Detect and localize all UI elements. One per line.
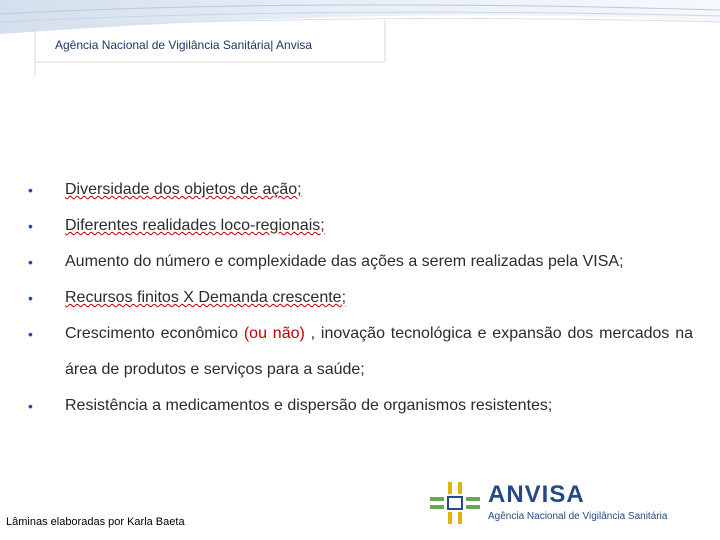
bullet-text-start: Crescimento econômico — [65, 325, 244, 342]
bullet-text: Recursos finitos X Demanda crescente; — [65, 289, 347, 306]
header-title: Agência Nacional de Vigilância Sanitária| Anvisa — [55, 38, 313, 52]
bullet-text: Aumento do número e complexidade das ações a serem realizadas pela VISA; — [65, 253, 624, 270]
list-item — [28, 316, 693, 388]
bullet-dot-icon: • — [28, 398, 33, 414]
bullet-text: Resistência a medicamentos e dispersão de organismos resistentes; — [65, 397, 553, 414]
anvisa-cross-icon — [430, 482, 480, 524]
bullet-dot-icon: • — [28, 218, 33, 234]
bullet-text-end: , inovação tecnológica e expansão dos mercados na área de produtos e serviços para a saúde; — [65, 325, 694, 378]
list-item — [28, 208, 693, 244]
bullet-dot-icon: • — [28, 326, 33, 342]
bullet-text: Diversidade dos objetos de ação; — [65, 181, 302, 198]
bullet-text: Diferentes realidades loco-regionais; — [65, 217, 325, 234]
bullet-list — [28, 172, 693, 424]
list-item — [28, 280, 693, 316]
anvisa-brand-text: ANVISA — [488, 481, 585, 508]
bullet-dot-icon: • — [28, 290, 33, 306]
bullet-highlight-text: (ou não) — [243, 325, 305, 342]
slide-header — [0, 0, 720, 78]
bullet-dot-icon: • — [28, 182, 33, 198]
list-item — [28, 388, 693, 424]
list-item — [28, 244, 693, 280]
footer-credit: Lâminas elaboradas por Karla Baeta — [6, 516, 185, 528]
anvisa-logo — [430, 480, 700, 525]
anvisa-tagline: Agência Nacional de Vigilância Sanitária — [488, 511, 668, 522]
list-item — [28, 172, 693, 208]
bullet-dot-icon: • — [28, 254, 33, 270]
